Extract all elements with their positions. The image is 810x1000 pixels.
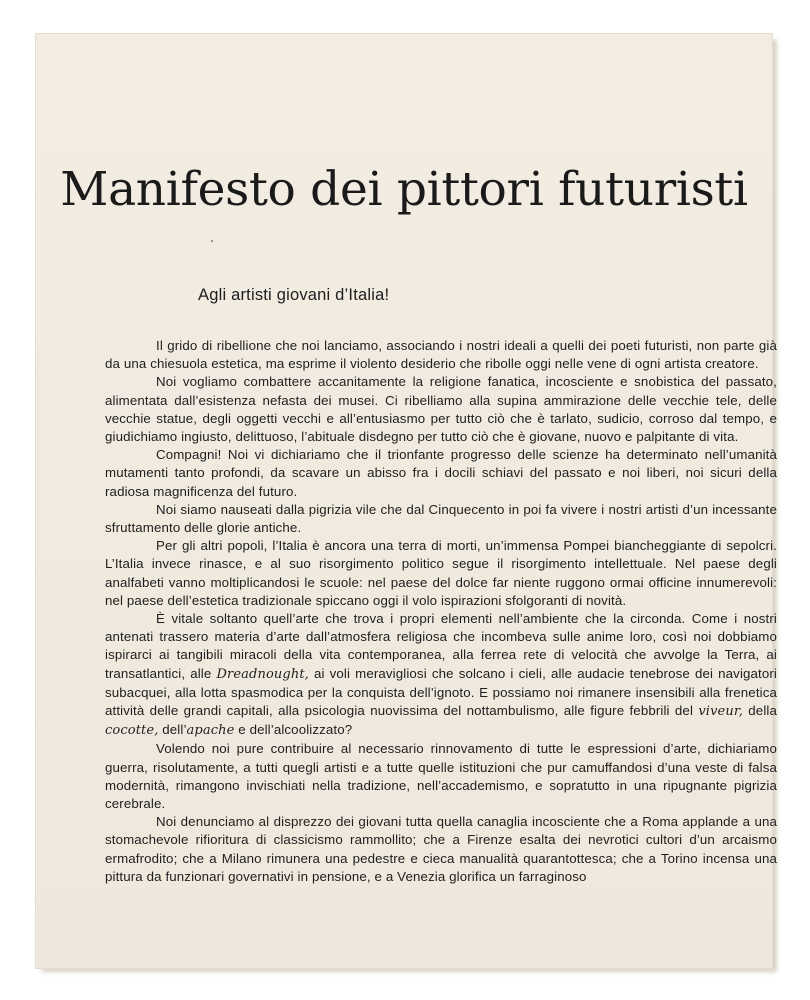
page-title: Manifesto dei pittori futuristi xyxy=(60,162,748,217)
paper-speck xyxy=(211,240,213,242)
paragraph-text: dell’ xyxy=(158,722,187,738)
italic-term-viveur: viveur, xyxy=(698,704,743,720)
italic-term-cocotte: cocotte, xyxy=(105,723,159,739)
paragraph: Noi vogliamo combattere accanitamente la religione fanatica, incosciente e snobistica del passato, alimentata dall’esistenza nefasta dei musei. Ci ribelliamo alla supina ammirazione delle vecchie tele, delle vecchie statue, degli oggetti vecchi e all’entusiasmo per tutto ciò che è tarlato, sudicio, corroso dal tempo, e giudichiamo ingiusto, delittuoso, l’abituale disdegno per tutto ciò che è giovane, nuovo e palpitante di vita. xyxy=(105,374,777,445)
paragraph-text: della xyxy=(743,703,777,719)
paragraph-text: e dell’alcoolizzato? xyxy=(234,722,353,738)
document-subtitle: Agli artisti giovani d’Italia! xyxy=(198,286,390,304)
paragraph: Noi siamo nauseati dalla pigrizia vile che dal Cinquecento in poi fa vivere i nostri artisti d’un incessante sfruttamento delle glorie antiche. xyxy=(105,501,777,536)
paragraph: Il grido di ribellione che noi lanciamo, associando i nostri ideali a quelli dei poeti futuristi, non parte già da una chiesuola estetica, ma esprime il violento desiderio che ribolle oggi nelle vene di ogni artista creatore. xyxy=(105,338,777,372)
italic-term-apache: apache xyxy=(186,723,235,739)
paragraph: Per gli altri popoli, l’Italia è ancora una terra di morti, un’immensa Pompei biancheggiante di sepolcri. L’Italia invece rinasce, e al suo risorgimento politico segue il risorgimento intellettuale. Nel paese degli analfabeti vanno moltiplicandosi le scuole: nel paese del dolce far niente ruggono ormai officine innumerevoli: nel paese dell’estetica tradizionale spiccano oggi il volo ispirazioni sfolgoranti di novità. xyxy=(105,538,777,608)
italic-term-dreadnought: Dreadnought, xyxy=(216,666,309,682)
paragraph: Volendo noi pure contribuire al necessario rinnovamento di tutte le espressioni d’arte, dichiariamo guerra, risolutamente, a tutti quegli artisti e a tutte quelle istituzioni che pur camuffandosi d’una veste di falsa modernità, rimangono invischiati nella tradizione, nell’accademismo, e sopratutto in una ripugnante pigrizia cerebrale. xyxy=(105,741,777,812)
paragraph: Compagni! Noi vi dichiariamo che il trionfante progresso delle scienze ha determinato nell’umanità mutamenti tanto profondi, da scavare un abisso fra i docili schiavi del passato e noi liberi, noi sicuri della radiosa magnificenza del futuro. xyxy=(105,447,777,499)
paragraph-text: È vitale soltanto quell’arte che trova i propri elementi nell’ambiente che la circonda. Come i nostri antenati trassero materia d’arte dall’atmosfera religiosa che incombeva sulle anime loro, così noi dobbiamo ispirarci ai tangibili miracoli della vita contemporanea, alla ferrea rete di velocità che avvolge la Terra, ai transatlantici, alle xyxy=(105,611,777,681)
paragraph: Noi denunciamo al disprezzo dei giovani tutta quella canaglia incosciente che a Roma applande a una stomachevole rifioritura di classicismo rammollito; che a Firenze esalta dei nevrotici cultori d’un arcaismo ermafrodito; che a Milano rimunera una pedestre e cieca manualità quarantottesca; che a Torino incensa una pittura da funzionari governativi in pensione, e a Venezia glorifica un farraginoso xyxy=(105,814,777,884)
document-page xyxy=(36,34,777,968)
manifesto-body xyxy=(105,337,777,886)
paragraph xyxy=(105,610,777,740)
paragraph-text: ai voli meravigliosi che solcano i cieli, alle audacie tenebrose dei navigatori subacquei, alla lotta spasmodica per la conquista dell’ignoto. E possiamo noi rimanere insensibili alla frenetica attività delle grandi capitali, alla psicologia nuovissima del nottambulismo, alle figure febbrili del xyxy=(105,665,777,719)
